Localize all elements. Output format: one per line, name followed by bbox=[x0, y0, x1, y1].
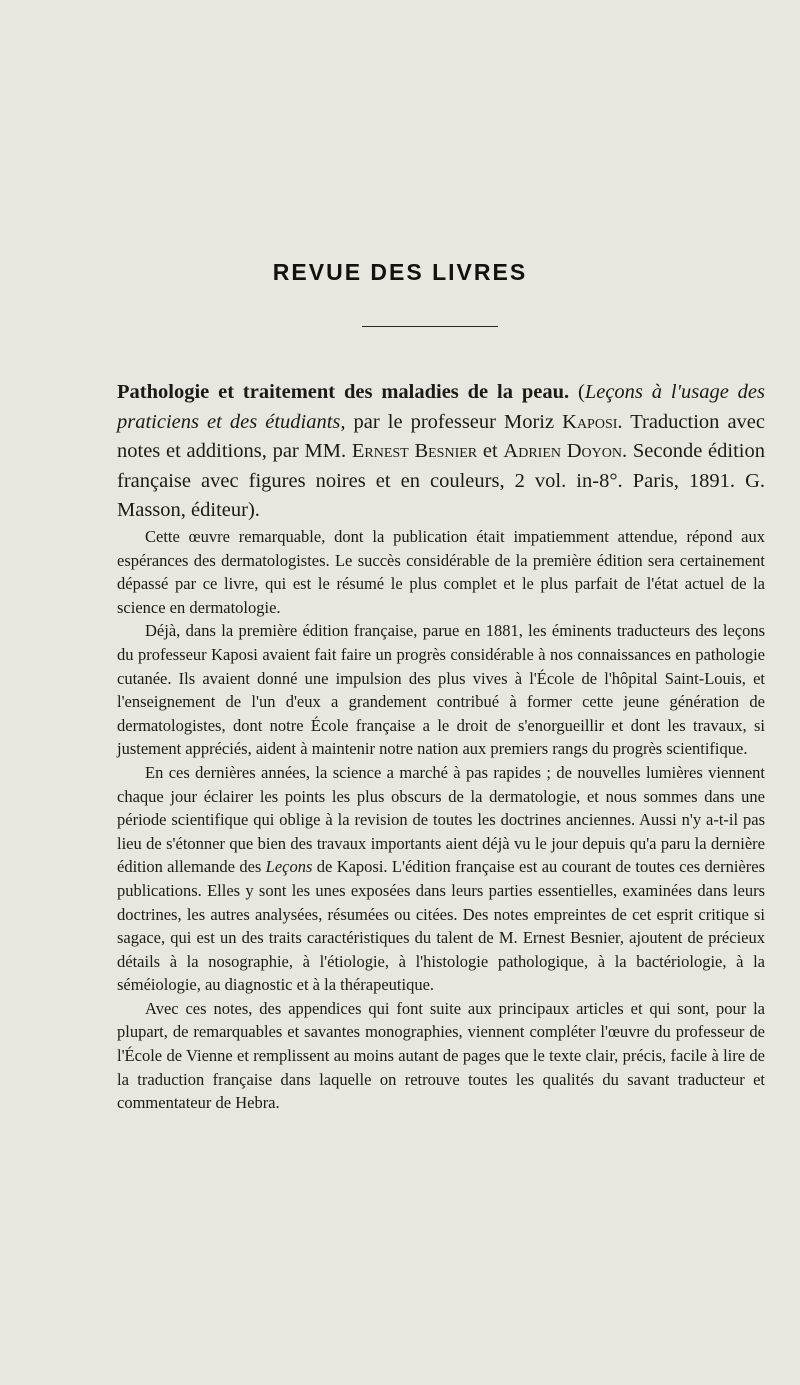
review-paragraph: Cette œuvre remarquable, dont la publication était impatiemment attendue, répond aux espérances des dermatologistes. Le succès considérable de la première édition sera certainement dépassé par ce livre, qui est le résumé le plus complet et le plus parfait de l'état actuel de la science en dermatologie. bbox=[117, 527, 765, 617]
paragraph-text: En ces dernières années, la science a marché à pas rapides ; de nouvelles lumières viennent chaque jour éclairer les points les plus obscurs de la dermatologie, et nous sommes dans une période scientifique qui oblige à la revision de toutes les doctrines anciennes. Aussi n'y a-t-il pas lieu de s'étonner que bien des travaux importants aient déjà vu le jour depuis qu'a paru la dernière édition allemande des bbox=[117, 762, 765, 877]
section-title: REVUE DES LIVRES bbox=[272, 259, 528, 285]
review-paragraph: Déjà, dans la première édition française, parue en 1881, les éminents traducteurs des leçons du professeur Kaposi avaient fait faire un progrès considérable à nos connaissances en pathologie cutanée. Ils avaient donné une impulsion des plus vives à l'École de l'hôpital Saint-Louis, et l'enseignement de l'un d'eux a grandement contribué à former cette jeune génération de dermatologistes, dont notre École française a le droit de s'enorgueillir et dont les travaux, si justement appréciés, aident à maintenir notre nation aux premiers rangs du progrès scientifique. bbox=[117, 621, 765, 759]
title-divider bbox=[362, 326, 498, 327]
paragraph-text: de Kaposi. L'édition française est au courant de toutes ces dernières publications. Elles y sont les unes exposées dans leurs parties essentielles, examinées dans leurs doctrines, les autres analysées, résumées ou citées. Des notes empreintes de cet esprit critique si sagace, qui est un des traits caractéristiques du talent de M. Ernest Besnier, ajoutent de précieux détails à la nosographie, à l'étiologie, à l'histologie pathologique, à la bactériologie, à la séméiologie, au diagnostic et à la thérapeutique. bbox=[117, 857, 765, 995]
edition-details: . Seconde édition française avec figures noires et en couleurs, 2 vol. in-8°. Paris, 1891. G. Masson, éditeur). bbox=[117, 440, 765, 521]
translator-conjunction: et bbox=[477, 440, 504, 462]
book-subtitle: Leçons à l'usage des praticiens et des étudiants, bbox=[117, 381, 766, 433]
book-title: Pathologie et traitement des maladies de la peau. bbox=[117, 381, 570, 403]
author-prefix: par le professeur Moriz bbox=[345, 410, 563, 433]
review-paragraph bbox=[117, 761, 765, 997]
review-body bbox=[117, 525, 765, 1115]
translator-name: Adrien Doyon bbox=[503, 440, 622, 462]
author-name: Kaposi bbox=[562, 410, 618, 433]
italic-title: Leçons bbox=[265, 857, 313, 877]
book-reference bbox=[117, 378, 765, 526]
translation-text: . Traduction avec notes et additions, par MM. bbox=[117, 410, 765, 462]
review-paragraph: Avec ces notes, des appendices qui font suite aux principaux articles et qui sont, pour la plupart, de remarquables et savantes monographies, viennent compléter l'œuvre du professeur de l'École de Vienne et remplissent au moins autant de pages que le texte clair, précis, facile à lire de la traduction française dans laquelle on retrouve toutes les qualités du savant traducteur et commentateur de Hebra. bbox=[117, 998, 765, 1113]
translator-name: Ernest Besnier bbox=[351, 440, 478, 462]
paren-open: ( bbox=[569, 381, 585, 403]
